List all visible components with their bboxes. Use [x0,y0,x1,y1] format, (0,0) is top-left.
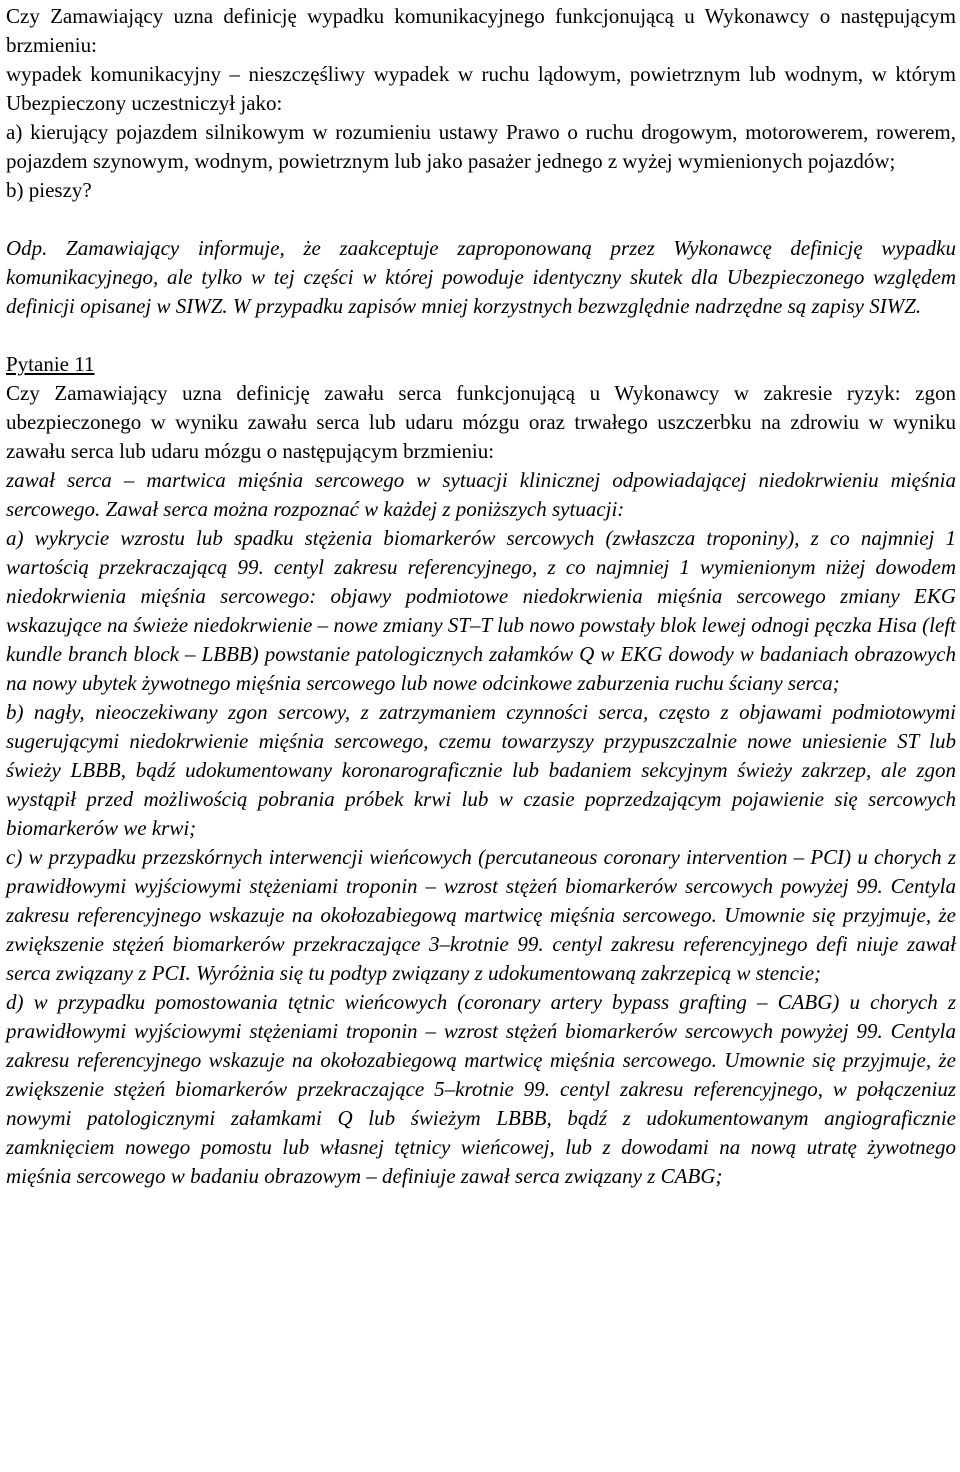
q10-item-a: a) kierujący pojazdem silnikowym w rozumieniu ustawy Prawo o ruchu drogowym, motorowerem, rowerem, pojazdem szynowym, wodnym, powietrznym lub jako pasażer jednego z wyżej wymienionych pojazdów; [6,120,956,173]
paragraph-gap [6,205,956,234]
paragraph-gap [6,321,956,350]
q10-question: Czy Zamawiający uzna definicję wypadku komunikacyjnego funkcjonującą u Wykonawcy o następującym brzmieniu: [6,4,956,57]
q11-item-b: b) nagły, nieoczekiwany zgon sercowy, z zatrzymaniem czynności serca, często z objawami podmiotowymi sugerującymi niedokrwienie mięśnia sercowego, czemu towarzyszy przypuszczalnie nowe uniesienie ST lub świeży LBBB, bądź udokumentowany koronarograficznie lub badaniem sekcyjnym świeży zakrzep, ale zgon wystąpił przed możliwością pobrania próbek krwi lub w czasie poprzedzającym pojawienie się sercowych biomarkerów we krwi; [6,700,956,840]
q10-definition: wypadek komunikacyjny – nieszczęśliwy wypadek w ruchu lądowym, powietrznym lub wodnym, w którym Ubezpieczony uczestniczył jako: [6,62,956,115]
q11-item-d: d) w przypadku pomostowania tętnic wieńcowych (coronary artery bypass grafting – CABG) u chorych z prawidłowymi wyjściowymi stężeniami troponin – wzrost stężeń biomarkerów sercowych powyżej 99. Centyla zakresu referencyjnego wskazuje na okołozabiegową martwicę mięśnia sercowego. Umownie się przyjmuje, że zwiększenie stężeń biomarkerów przekraczające 5–krotnie 99. centyl zakresu referencyjnego, w połączeniuz nowymi patologicznymi załamkami Q lub świeżym LBBB, bądź z udokumentowanym angiograficznie zamknięciem nowego pomostu lub własnej tętnicy wieńcowej, lub z dowodami na nową utratę żywotnego mięśnia sercowego w badaniu obrazowym – definiuje zawał serca związany z CABG; [6,990,956,1188]
q10-item-b: b) pieszy? [6,178,92,202]
q11-item-c: c) w przypadku przezskórnych interwencji wieńcowych (percutaneous coronary intervention – PCI) u chorych z prawidłowymi wyjściowymi stężeniami troponin – wzrost stężeń biomarkerów sercowych powyżej 99. Centyla zakresu referencyjnego wskazuje na okołozabiegową martwicę mięśnia sercowego. Umownie się przyjmuje, że zwiększenie stężeń biomarkerów przekraczające 3–krotnie 99. centyl zakresu referencyjnego defi niuje zawał serca związany z PCI. Wyróżnia się tu podtyp związany z udokumentowaną zakrzepicą w stencie; [6,845,956,985]
q11-intro: zawał serca – martwica mięśnia sercowego w sytuacji klinicznej odpowiadającej niedokrwieniu mięśnia sercowego. Zawał serca można rozpoznać w każdej z poniższych sytuacji: [6,468,956,521]
q11-heading: Pytanie 11 [6,352,95,376]
q11-question: Czy Zamawiający uzna definicję zawału serca funkcjonującą u Wykonawcy w zakresie ryzyk: zgon ubezpieczonego w wyniku zawału serca lub udaru mózgu oraz trwałego uszczerbku na zdrowiu w wyniku zawału serca lub udaru mózgu o następującym brzmieniu: [6,381,956,463]
q10-answer: Odp. Zamawiający informuje, że zaakceptuje zaproponowaną przez Wykonawcę definicję wypadku komunikacyjnego, ale tylko w tej części w której powoduje identyczny skutek dla Ubezpieczonego względem definicji opisanej w SIWZ. W przypadku zapisów mniej korzystnych bezwzględnie nadrzędne są zapisy SIWZ. [6,236,956,318]
document-page [6,2,956,1191]
q11-item-a: a) wykrycie wzrostu lub spadku stężenia biomarkerów sercowych (zwłaszcza troponiny), z co najmniej 1 wartością przekraczającą 99. centyl zakresu referencyjnego, z co najmniej 1 wymienionym niżej dowodem niedokrwienia mięśnia sercowego: objawy podmiotowe niedokrwienia mięśnia sercowego zmiany EKG wskazujące na świeże niedokrwienie – nowe zmiany ST–T lub nowo powstały blok lewej odnogi pęczka Hisa (left kundle branch block – LBBB) powstanie patologicznych załamków Q w EKG dowody w badaniach obrazowych na nowy ubytek żywotnego mięśnia sercowego lub nowe odcinkowe zaburzenia ruchu ściany serca; [6,526,956,695]
